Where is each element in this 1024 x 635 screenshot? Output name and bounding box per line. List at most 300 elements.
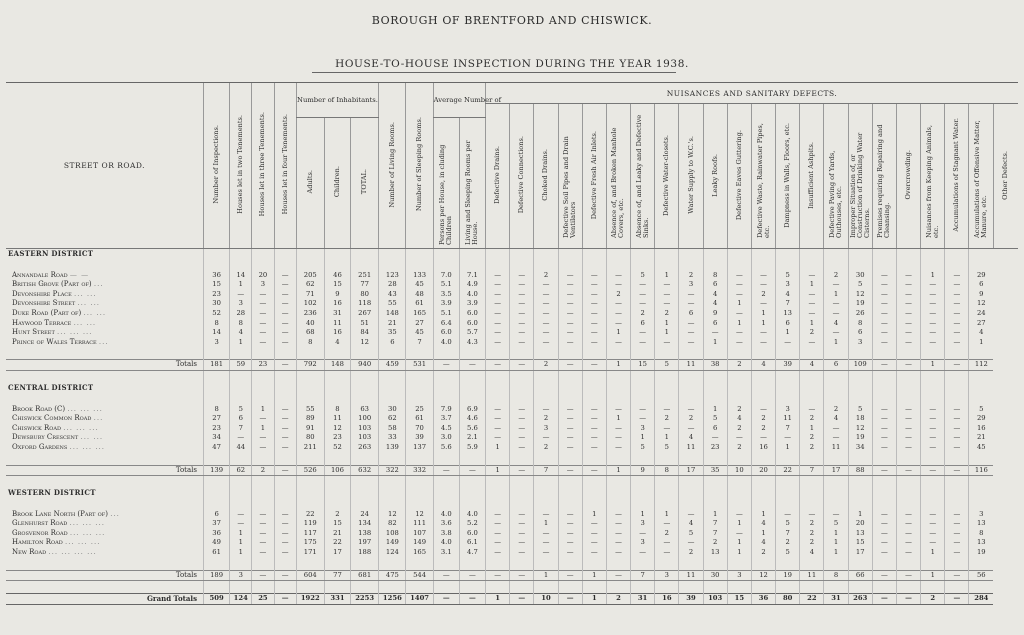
cell-value: — <box>534 338 558 348</box>
cell-value: 681 <box>351 570 379 581</box>
cell-value: — <box>486 328 510 338</box>
cell-value: 1 <box>230 548 252 558</box>
cell-value: 1 <box>534 570 558 581</box>
cell-value: — <box>274 338 296 348</box>
cell-value: 77 <box>351 280 379 290</box>
cell-value: 8 <box>204 319 230 329</box>
cell-value: 46 <box>324 271 350 281</box>
cell-value: 2 <box>606 594 630 605</box>
cell-value: 2 <box>751 424 775 434</box>
cell-value: 117 <box>296 529 324 539</box>
cell-value: 2 <box>751 290 775 300</box>
cell-value: 7 <box>703 519 727 529</box>
cell-value: 16 <box>324 328 350 338</box>
cell-value: 4.0 <box>459 290 485 300</box>
cell-value: 2 <box>751 414 775 424</box>
cell-value: 13 <box>703 548 727 558</box>
cell-value: 15 <box>324 519 350 529</box>
cell-value: 3 <box>655 570 679 581</box>
header-street: STREET OR ROAD. <box>6 83 204 249</box>
cell-value: 70 <box>406 424 433 434</box>
cell-value: 4.6 <box>459 414 485 424</box>
cell-value: 1 <box>800 319 824 329</box>
cell-value: — <box>703 328 727 338</box>
cell-value: 124 <box>379 548 406 558</box>
cell-value: 1 <box>824 548 848 558</box>
cell-value: 13 <box>848 529 872 539</box>
cell-value: 39 <box>679 594 703 605</box>
cell-value: — <box>896 510 920 520</box>
table-row <box>6 529 1018 539</box>
cell-value: — <box>534 538 558 548</box>
row-label: Chiswick Common Road ... <box>12 414 104 423</box>
cell-value: — <box>921 519 945 529</box>
cell-value: 1 <box>606 414 630 424</box>
cell-value: — <box>606 519 630 529</box>
cell-value: 23 <box>204 290 230 300</box>
cell-value: — <box>896 519 920 529</box>
cell-value: 71 <box>296 290 324 300</box>
cell-value: 8 <box>230 319 252 329</box>
cell-value: 5.2 <box>459 519 485 529</box>
table-row <box>6 443 1018 453</box>
cell-value: — <box>896 433 920 443</box>
cell-value: 4.0 <box>433 538 459 548</box>
cell-value: 15 <box>204 280 230 290</box>
cell-value: — <box>274 290 296 300</box>
cell-value: 107 <box>406 529 433 539</box>
cell-value: — <box>558 309 582 319</box>
cell-value: — <box>727 510 751 520</box>
cell-value: — <box>727 338 751 348</box>
cell-value: — <box>534 290 558 300</box>
cell-value: — <box>486 538 510 548</box>
cell-value: 59 <box>230 360 252 371</box>
cell-value: 1 <box>655 510 679 520</box>
cell-value: — <box>510 414 534 424</box>
cell-value: 1 <box>969 338 993 348</box>
cell-value: — <box>606 570 630 581</box>
cell-value: 8 <box>824 570 848 581</box>
cell-value: 45 <box>406 328 433 338</box>
cell-value: 30 <box>204 299 230 309</box>
cell-value: 2 <box>606 290 630 300</box>
cell-value: 124 <box>230 594 252 605</box>
header-nuisance-2: Choked Drains. <box>534 104 558 249</box>
cell-value: 2.1 <box>459 433 485 443</box>
cell-value: — <box>534 433 558 443</box>
cell-value: — <box>486 529 510 539</box>
cell-value: 1 <box>824 338 848 348</box>
cell-value: — <box>896 529 920 539</box>
cell-value: 5 <box>703 414 727 424</box>
cell-value: 5 <box>969 405 993 415</box>
cell-value: — <box>679 319 703 329</box>
cell-value: — <box>582 280 606 290</box>
header-children: Children. <box>324 118 350 249</box>
cell-value: 15 <box>324 280 350 290</box>
cell-value: 28 <box>379 280 406 290</box>
cell-value: — <box>896 271 920 281</box>
cell-value: — <box>606 309 630 319</box>
header-four-tenements: Houses let in four Tenements. <box>274 83 296 249</box>
cell-value: — <box>534 328 558 338</box>
cell-value: — <box>252 328 274 338</box>
cell-value: — <box>655 519 679 529</box>
cell-value: 4 <box>679 433 703 443</box>
cell-value: — <box>655 405 679 415</box>
cell-value: 118 <box>351 299 379 309</box>
cell-value: — <box>582 433 606 443</box>
document-subtitle: HOUSE-TO-HOUSE INSPECTION DURING THE YEAR 1938. <box>335 58 689 70</box>
cell-value: — <box>534 299 558 309</box>
header-average: Average Number of <box>433 83 485 118</box>
cell-value: — <box>230 510 252 520</box>
header-nuisance-11: Defective Waste, Rainwater Pipes, etc. <box>751 104 775 249</box>
cell-value: — <box>582 405 606 415</box>
cell-value: — <box>274 299 296 309</box>
cell-value: 14 <box>230 271 252 281</box>
cell-value: — <box>486 424 510 434</box>
cell-value: — <box>558 465 582 476</box>
cell-value: 56 <box>969 570 993 581</box>
cell-value: 66 <box>848 570 872 581</box>
cell-value: 18 <box>848 414 872 424</box>
row-label: Oxford Gardens ... ... ... <box>12 442 106 451</box>
cell-value: — <box>433 360 459 371</box>
cell-value: 1 <box>606 360 630 371</box>
row-label: Duke Road (Part of) ... ... <box>12 308 107 317</box>
cell-value: 139 <box>204 465 230 476</box>
cell-value: — <box>824 299 848 309</box>
cell-value: 11 <box>324 319 350 329</box>
cell-value: 4.0 <box>459 510 485 520</box>
cell-value: 3 <box>204 338 230 348</box>
cell-value: 12 <box>969 299 993 309</box>
cell-value: 604 <box>296 570 324 581</box>
cell-value: — <box>824 280 848 290</box>
cell-value: — <box>727 271 751 281</box>
cell-value: — <box>606 424 630 434</box>
cell-value: — <box>945 271 969 281</box>
cell-value: 20 <box>252 271 274 281</box>
cell-value: 165 <box>406 309 433 319</box>
cell-value: 1 <box>582 594 606 605</box>
cell-value: — <box>751 280 775 290</box>
row-label: Chiswick Road ... ... ... <box>12 423 99 432</box>
cell-value: 632 <box>351 465 379 476</box>
cell-value: — <box>921 465 945 476</box>
cell-value: — <box>558 529 582 539</box>
cell-value: — <box>679 510 703 520</box>
cell-value: 211 <box>296 443 324 453</box>
cell-value: 16 <box>655 594 679 605</box>
cell-value: — <box>486 360 510 371</box>
cell-value: 13 <box>776 309 800 319</box>
cell-value: 2 <box>252 465 274 476</box>
cell-value: 26 <box>848 309 872 319</box>
district-name: WESTERN DISTRICT <box>8 488 96 498</box>
cell-value: 3 <box>776 405 800 415</box>
cell-value: — <box>872 538 896 548</box>
cell-value: 29 <box>969 271 993 281</box>
cell-value: 12 <box>379 510 406 520</box>
cell-value: 6 <box>230 414 252 424</box>
cell-value: 21 <box>379 319 406 329</box>
cell-value: 24 <box>351 510 379 520</box>
row-label: Totals <box>6 360 204 371</box>
cell-value: 30 <box>848 271 872 281</box>
district-heading <box>6 488 1018 498</box>
cell-value: 12 <box>351 338 379 348</box>
cell-value: 188 <box>351 548 379 558</box>
cell-value: 149 <box>406 538 433 548</box>
cell-value: 2 <box>727 360 751 371</box>
cell-value: 31 <box>324 309 350 319</box>
cell-value: 2 <box>703 538 727 548</box>
table-row <box>6 548 1018 558</box>
header-total: TOTAL. <box>351 118 379 249</box>
cell-value: — <box>896 360 920 371</box>
cell-value: 263 <box>351 443 379 453</box>
cell-value: 102 <box>296 299 324 309</box>
cell-value: 62 <box>379 414 406 424</box>
cell-value: — <box>510 538 534 548</box>
cell-value: — <box>252 299 274 309</box>
cell-value: 2 <box>679 271 703 281</box>
cell-value: 1 <box>582 510 606 520</box>
cell-value: 138 <box>351 529 379 539</box>
cell-value: — <box>945 443 969 453</box>
cell-value: — <box>433 465 459 476</box>
row-label: Grosvenor Road ... ... ... <box>12 528 106 537</box>
header-living-rooms: Number of Living Rooms. <box>379 83 406 249</box>
cell-value: 1 <box>751 309 775 319</box>
cell-value: 61 <box>406 414 433 424</box>
cell-value: — <box>945 519 969 529</box>
cell-value: 5 <box>655 443 679 453</box>
cell-value: 27 <box>204 414 230 424</box>
cell-value: — <box>606 299 630 309</box>
cell-value: 509 <box>204 594 230 605</box>
cell-value: 1 <box>751 529 775 539</box>
cell-value: — <box>921 510 945 520</box>
spacer-row <box>6 393 1018 405</box>
cell-value: — <box>534 529 558 539</box>
spacer-row <box>6 259 1018 271</box>
cell-value: — <box>824 328 848 338</box>
cell-value: — <box>558 414 582 424</box>
cell-value: 6 <box>631 319 655 329</box>
cell-value: — <box>459 570 485 581</box>
cell-value: — <box>510 510 534 520</box>
cell-value: — <box>896 290 920 300</box>
cell-value: — <box>510 309 534 319</box>
header-living-sleeping: Living and Sleeping Rooms per House. <box>459 118 485 249</box>
cell-value: — <box>776 510 800 520</box>
cell-value: 2 <box>800 443 824 453</box>
cell-value: 1 <box>921 360 945 371</box>
cell-value: 5 <box>631 271 655 281</box>
cell-value: — <box>945 424 969 434</box>
cell-value: — <box>679 290 703 300</box>
cell-value: 2 <box>655 529 679 539</box>
cell-value: 4 <box>751 538 775 548</box>
cell-value: — <box>896 309 920 319</box>
cell-value: 77 <box>324 570 350 581</box>
cell-value: 1 <box>486 594 510 605</box>
cell-value: 1 <box>230 338 252 348</box>
cell-value: — <box>776 338 800 348</box>
cell-value: — <box>872 299 896 309</box>
row-label: Devonshire Street ... ... <box>12 299 101 308</box>
cell-value: 4 <box>703 299 727 309</box>
cell-value: — <box>459 465 485 476</box>
cell-value: 6 <box>679 309 703 319</box>
cell-value: — <box>606 271 630 281</box>
cell-value: — <box>558 510 582 520</box>
cell-value: 149 <box>379 538 406 548</box>
cell-value: — <box>872 424 896 434</box>
cell-value: 5 <box>230 405 252 415</box>
cell-value: 23 <box>324 433 350 443</box>
cell-value: — <box>582 299 606 309</box>
table-row <box>6 405 1018 415</box>
cell-value: 5.1 <box>433 309 459 319</box>
cell-value: — <box>921 433 945 443</box>
cell-value: — <box>558 280 582 290</box>
cell-value: — <box>679 424 703 434</box>
cell-value: 165 <box>406 548 433 558</box>
cell-value: — <box>872 594 896 605</box>
header-adults: Adults. <box>296 118 324 249</box>
cell-value: — <box>433 570 459 581</box>
cell-value: 3.9 <box>433 299 459 309</box>
cell-value: — <box>510 433 534 443</box>
cell-value: 475 <box>379 570 406 581</box>
cell-value: — <box>679 299 703 309</box>
cell-value: 1 <box>703 510 727 520</box>
cell-value: — <box>872 290 896 300</box>
row-label: Glenhurst Road ... ... ... <box>12 519 105 528</box>
cell-value: 5 <box>848 405 872 415</box>
cell-value: 7.0 <box>433 271 459 281</box>
cell-value: — <box>896 405 920 415</box>
cell-value: 3 <box>969 510 993 520</box>
cell-value: 8 <box>296 338 324 348</box>
cell-value: — <box>274 424 296 434</box>
cell-value: 6 <box>776 319 800 329</box>
cell-value: 4 <box>969 328 993 338</box>
cell-value: 1 <box>921 548 945 558</box>
cell-value: 6 <box>703 280 727 290</box>
cell-value: — <box>486 299 510 309</box>
cell-value: — <box>606 510 630 520</box>
cell-value: — <box>727 309 751 319</box>
header-nuisance-15: Improper Situation of, or Construction of Drinking Water Cisterns. <box>848 104 872 249</box>
cell-value: — <box>872 338 896 348</box>
totals-row <box>6 570 1018 581</box>
cell-value: — <box>896 538 920 548</box>
cell-value: — <box>510 570 534 581</box>
cell-value: 5 <box>776 548 800 558</box>
row-label: Hunt Street ... ... ... <box>12 328 93 337</box>
cell-value: 137 <box>406 443 433 453</box>
cell-value: — <box>582 443 606 453</box>
cell-value: 171 <box>296 548 324 558</box>
cell-value: — <box>896 548 920 558</box>
cell-value: 51 <box>351 319 379 329</box>
cell-value: — <box>872 271 896 281</box>
cell-value: 112 <box>969 360 993 371</box>
cell-value: — <box>558 328 582 338</box>
cell-value: 526 <box>296 465 324 476</box>
cell-value: — <box>510 443 534 453</box>
cell-value: 6 <box>703 319 727 329</box>
cell-value: — <box>510 424 534 434</box>
cell-value: — <box>800 299 824 309</box>
cell-value: 30 <box>703 570 727 581</box>
cell-value: — <box>274 360 296 371</box>
cell-value: 2 <box>824 271 848 281</box>
cell-value: — <box>896 570 920 581</box>
cell-value: — <box>510 338 534 348</box>
row-label: British Grove (Part of) ... <box>12 280 104 289</box>
cell-value: — <box>558 519 582 529</box>
cell-value: 16 <box>324 299 350 309</box>
cell-value: — <box>872 529 896 539</box>
table-row <box>6 328 1018 338</box>
totals-row <box>6 465 1018 476</box>
cell-value: 1 <box>824 538 848 548</box>
cell-value: — <box>582 319 606 329</box>
cell-value: 38 <box>703 360 727 371</box>
cell-value: 1 <box>582 570 606 581</box>
inspection-table <box>6 82 1018 605</box>
cell-value: 62 <box>230 465 252 476</box>
cell-value: 189 <box>204 570 230 581</box>
cell-value: 61 <box>204 548 230 558</box>
cell-value: — <box>510 299 534 309</box>
cell-value: — <box>582 271 606 281</box>
header-nuisance-9: Leaky Roofs. <box>703 104 727 249</box>
cell-value: — <box>896 414 920 424</box>
cell-value: 45 <box>406 280 433 290</box>
cell-value: 6.0 <box>459 309 485 319</box>
cell-value: 6.9 <box>459 405 485 415</box>
cell-value: 331 <box>324 594 350 605</box>
cell-value: — <box>274 519 296 529</box>
cell-value: 1 <box>655 433 679 443</box>
cell-value: 2 <box>534 271 558 281</box>
cell-value: 197 <box>351 538 379 548</box>
cell-value: — <box>631 328 655 338</box>
cell-value: — <box>945 414 969 424</box>
cell-value: — <box>582 309 606 319</box>
cell-value: 7 <box>534 465 558 476</box>
cell-value: 1 <box>848 510 872 520</box>
header-nuisance-21: Other Defects. <box>993 104 1018 249</box>
cell-value: — <box>921 424 945 434</box>
cell-value: — <box>945 319 969 329</box>
cell-value: 1 <box>800 280 824 290</box>
cell-value: 2 <box>534 360 558 371</box>
cell-value: 4 <box>230 328 252 338</box>
cell-value: — <box>751 271 775 281</box>
cell-value: 2 <box>800 328 824 338</box>
cell-value: — <box>274 405 296 415</box>
cell-value: — <box>945 433 969 443</box>
